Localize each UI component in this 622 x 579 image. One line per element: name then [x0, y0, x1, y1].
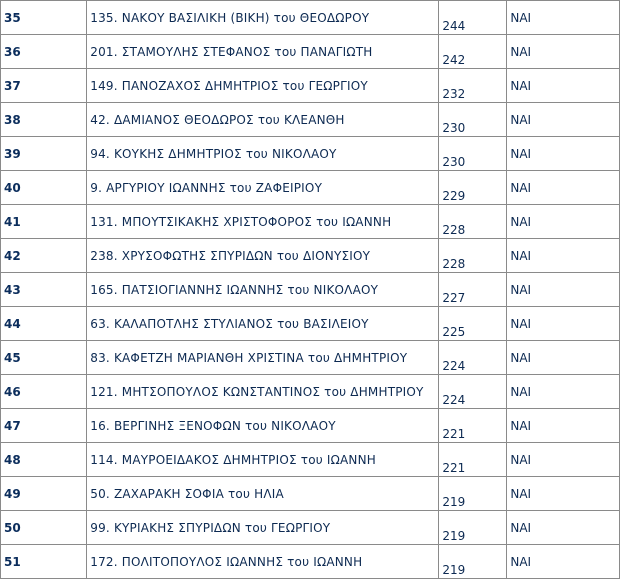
table-row [1, 103, 620, 137]
status-cell: ΝΑΙ [507, 103, 620, 137]
table-row [1, 443, 620, 477]
table-row [1, 1, 620, 35]
score-cell: 242 [439, 35, 507, 69]
status-cell: ΝΑΙ [507, 35, 620, 69]
table-row [1, 375, 620, 409]
score-cell: 228 [439, 205, 507, 239]
rank-cell: 50 [1, 511, 87, 545]
candidate-name-cell: 83. ΚΑΦΕΤΖΗ ΜΑΡΙΑΝΘΗ ΧΡΙΣΤΙΝΑ του ΔΗΜΗΤΡΙΟΥ [87, 341, 439, 375]
status-cell: ΝΑΙ [507, 511, 620, 545]
score-cell: 224 [439, 341, 507, 375]
score-cell: 229 [439, 171, 507, 205]
table-row [1, 205, 620, 239]
table-row [1, 307, 620, 341]
score-cell: 219 [439, 545, 507, 579]
candidate-name-cell: 63. ΚΑΛΑΠΟΤΛΗΣ ΣΤΥΛΙΑΝΟΣ του ΒΑΣΙΛΕΙΟΥ [87, 307, 439, 341]
table-row [1, 69, 620, 103]
rank-cell: 47 [1, 409, 87, 443]
candidate-name-cell: 42. ΔΑΜΙΑΝΟΣ ΘΕΟΔΩΡΟΣ του ΚΛΕΑΝΘΗ [87, 103, 439, 137]
status-cell: ΝΑΙ [507, 239, 620, 273]
rank-cell: 40 [1, 171, 87, 205]
rank-cell: 36 [1, 35, 87, 69]
rank-cell: 43 [1, 273, 87, 307]
table-row [1, 35, 620, 69]
score-cell: 221 [439, 443, 507, 477]
score-cell: 224 [439, 375, 507, 409]
results-table-body [1, 1, 620, 579]
score-cell: 225 [439, 307, 507, 341]
rank-cell: 38 [1, 103, 87, 137]
score-cell: 230 [439, 137, 507, 171]
rank-cell: 45 [1, 341, 87, 375]
score-cell: 227 [439, 273, 507, 307]
status-cell: ΝΑΙ [507, 273, 620, 307]
candidate-name-cell: 121. ΜΗΤΣΟΠΟΥΛΟΣ ΚΩΝΣΤΑΝΤΙΝΟΣ του ΔΗΜΗΤΡΙΟΥ [87, 375, 439, 409]
candidate-name-cell: 16. ΒΕΡΓΙΝΗΣ ΞΕΝΟΦΩΝ του ΝΙΚΟΛΑΟΥ [87, 409, 439, 443]
rank-cell: 39 [1, 137, 87, 171]
rank-cell: 49 [1, 477, 87, 511]
score-cell: 221 [439, 409, 507, 443]
status-cell: ΝΑΙ [507, 307, 620, 341]
candidate-name-cell: 149. ΠΑΝΟΖΑΧΟΣ ΔΗΜΗΤΡΙΟΣ του ΓΕΩΡΓΙΟΥ [87, 69, 439, 103]
candidate-name-cell: 238. ΧΡΥΣΟΦΩΤΗΣ ΣΠΥΡΙΔΩΝ του ΔΙΟΝΥΣΙΟΥ [87, 239, 439, 273]
score-cell: 232 [439, 69, 507, 103]
candidate-name-cell: 9. ΑΡΓΥΡΙΟΥ ΙΩΑΝΝΗΣ του ΖΑΦΕΙΡΙΟΥ [87, 171, 439, 205]
table-row [1, 137, 620, 171]
status-cell: ΝΑΙ [507, 545, 620, 579]
score-cell: 219 [439, 511, 507, 545]
candidate-name-cell: 135. ΝΑΚΟΥ ΒΑΣΙΛΙΚΗ (ΒΙΚΗ) του ΘΕΟΔΩΡΟΥ [87, 1, 439, 35]
candidate-name-cell: 94. ΚΟΥΚΗΣ ΔΗΜΗΤΡΙΟΣ του ΝΙΚΟΛΑΟΥ [87, 137, 439, 171]
status-cell: ΝΑΙ [507, 137, 620, 171]
table-row [1, 409, 620, 443]
candidate-name-cell: 131. ΜΠΟΥΤΣΙΚΑΚΗΣ ΧΡΙΣΤΟΦΟΡΟΣ του ΙΩΑΝΝΗ [87, 205, 439, 239]
rank-cell: 44 [1, 307, 87, 341]
candidate-name-cell: 50. ΖΑΧΑΡΑΚΗ ΣΟΦΙΑ του ΗΛΙΑ [87, 477, 439, 511]
score-cell: 230 [439, 103, 507, 137]
table-row [1, 477, 620, 511]
rank-cell: 48 [1, 443, 87, 477]
rank-cell: 37 [1, 69, 87, 103]
status-cell: ΝΑΙ [507, 341, 620, 375]
status-cell: ΝΑΙ [507, 443, 620, 477]
score-cell: 244 [439, 1, 507, 35]
status-cell: ΝΑΙ [507, 205, 620, 239]
status-cell: ΝΑΙ [507, 69, 620, 103]
candidate-name-cell: 172. ΠΟΛΙΤΟΠΟΥΛΟΣ ΙΩΑΝΝΗΣ του ΙΩΑΝΝΗ [87, 545, 439, 579]
status-cell: ΝΑΙ [507, 477, 620, 511]
status-cell: ΝΑΙ [507, 171, 620, 205]
candidate-name-cell: 201. ΣΤΑΜΟΥΛΗΣ ΣΤΕΦΑΝΟΣ του ΠΑΝΑΓΙΩΤΗ [87, 35, 439, 69]
candidate-name-cell: 99. ΚΥΡΙΑΚΗΣ ΣΠΥΡΙΔΩΝ του ΓΕΩΡΓΙΟΥ [87, 511, 439, 545]
table-row [1, 341, 620, 375]
table-row [1, 171, 620, 205]
candidate-name-cell: 114. ΜΑΥΡΟΕΙΔΑΚΟΣ ΔΗΜΗΤΡΙΟΣ του ΙΩΑΝΝΗ [87, 443, 439, 477]
score-cell: 228 [439, 239, 507, 273]
rank-cell: 42 [1, 239, 87, 273]
table-row [1, 239, 620, 273]
table-row [1, 545, 620, 579]
rank-cell: 51 [1, 545, 87, 579]
rank-cell: 46 [1, 375, 87, 409]
table-row [1, 511, 620, 545]
table-row [1, 273, 620, 307]
status-cell: ΝΑΙ [507, 375, 620, 409]
status-cell: ΝΑΙ [507, 1, 620, 35]
score-cell: 219 [439, 477, 507, 511]
candidate-name-cell: 165. ΠΑΤΣΙΟΓΙΑΝΝΗΣ ΙΩΑΝΝΗΣ του ΝΙΚΟΛΑΟΥ [87, 273, 439, 307]
rank-cell: 41 [1, 205, 87, 239]
status-cell: ΝΑΙ [507, 409, 620, 443]
rank-cell: 35 [1, 1, 87, 35]
